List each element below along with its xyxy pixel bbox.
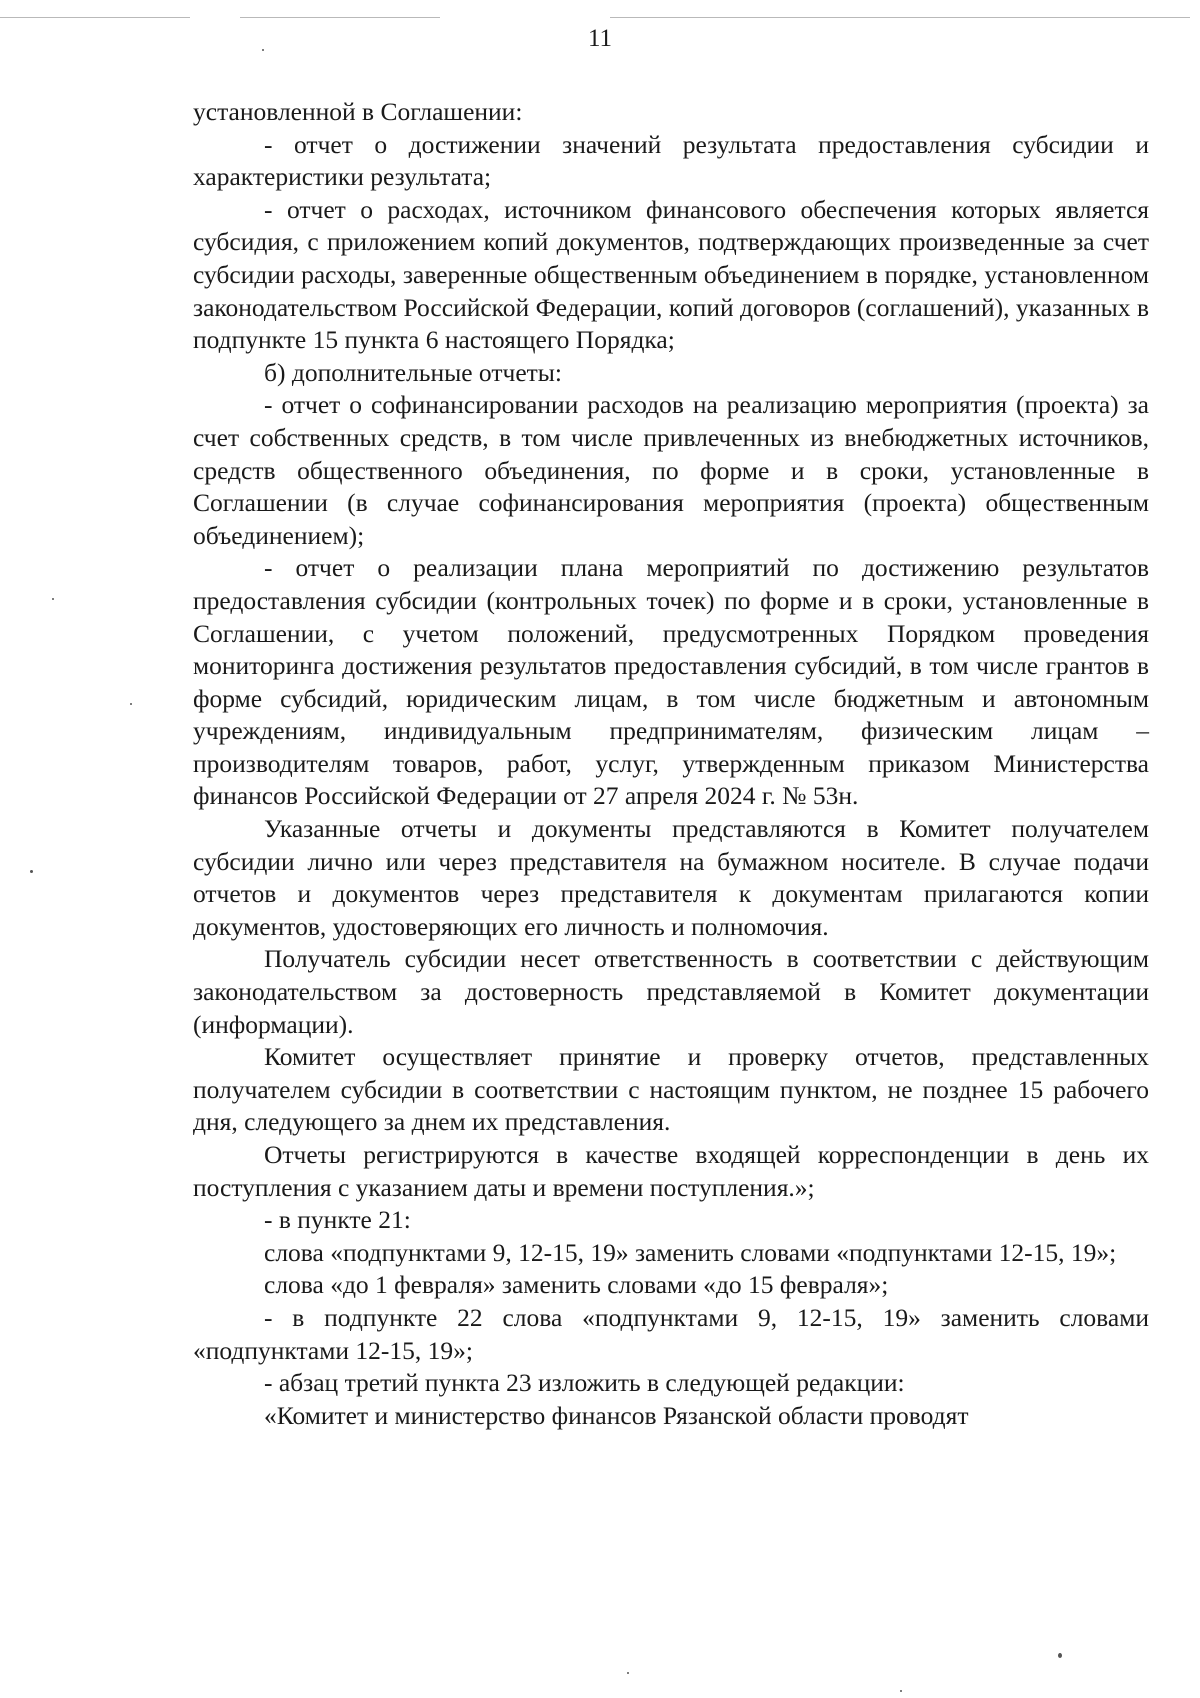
paragraph: слова «до 1 февраля» заменить словами «до 15 февраля»;	[264, 1270, 889, 1300]
paragraph: Получатель субсидии несет ответственность в соответствии с действующим законодательством за достоверность представляемой в Комитет документации (информации).	[193, 944, 1149, 1039]
scan-speck	[30, 870, 33, 873]
scan-speck	[130, 703, 132, 705]
paragraph: установленной в Соглашении:	[193, 97, 523, 126]
paragraph: слова «подпунктами 9, 12-15, 19» заменить словами «подпунктами 12-15, 19»;	[264, 1237, 1117, 1267]
scan-edge-line	[610, 17, 1190, 18]
paragraph: Отчеты регистрируются в качестве входящей корреспонденции в день их поступления с указанием даты и времени поступления.»;	[193, 1140, 1149, 1202]
scan-speck	[1058, 1653, 1062, 1658]
page-number: 11	[587, 25, 613, 52]
paragraph: Комитет осуществляет принятие и проверку отчетов, представленных получателем субсидии в соответствии с настоящим пунктом, не позднее 15 рабочего дня, следующего за днем их представления.	[193, 1042, 1149, 1137]
scan-edge-line	[0, 17, 190, 18]
paragraph: - отчет о софинансировании расходов на реализацию мероприятия (проекта) за счет собственных средств, в том числе привлеченных из внебюджетных источников, средств общественного объединения, по форме и в сроки, установленные в Соглашении (в случае софинансирования мероприятия (проекта) общественным объединением);	[193, 390, 1149, 550]
scan-speck	[52, 598, 54, 600]
paragraph: б) дополнительные отчеты:	[264, 357, 562, 387]
paragraph: Указанные отчеты и документы представляются в Комитет получателем субсидии лично или через представителя на бумажном носителе. В случае подачи отчетов и документов через представителя к документам прилагаются копии документов, удостоверяющих его личность и полномочия.	[193, 814, 1149, 941]
paragraph: - абзац третий пункта 23 изложить в следующей редакции:	[264, 1368, 905, 1398]
paragraph: «Комитет и министерство финансов Рязанской области проводят	[264, 1400, 969, 1430]
paragraph: - отчет о реализации плана мероприятий по достижению результатов предоставления субсидии (контрольных точек) по форме и в сроки, установленные в Соглашении, с учетом положений, предусмотренных Порядком проведения мониторинга достижения результатов предоставления субсидий, в том числе грантов в форме субсидий, юридическим лицам, в том числе бюджетным и автономным учреждениям, индивидуальным предпринимателям, физическим лицам – производителям товаров, работ, услуг, утвержденным приказом Министерства финансов Российской Федерации от 27 апреля 2024 г. № 53н.	[193, 553, 1149, 811]
paragraph: - отчет о расходах, источником финансового обеспечения которых является субсидия, с приложением копий документов, подтверждающих произведенные за счет субсидии расходы, заверенные общественным объединением в порядке, установленном законодательством Российской Федерации, копий договоров (соглашений), указанных в подпункте 15 пункта 6 настоящего Порядка;	[193, 194, 1149, 355]
document-body	[193, 96, 1149, 1432]
paragraph: - в пункте 21:	[264, 1205, 411, 1235]
paragraph: - отчет о достижении значений результата предоставления субсидии и характеристики результата;	[193, 129, 1149, 192]
scan-edge-line	[240, 17, 440, 18]
paragraph: - в подпункте 22 слова «подпунктами 9, 12-15, 19» заменить словами «подпунктами 12-15, 19»;	[193, 1302, 1149, 1365]
scan-speck	[900, 1690, 902, 1692]
scan-speck	[627, 1672, 629, 1674]
